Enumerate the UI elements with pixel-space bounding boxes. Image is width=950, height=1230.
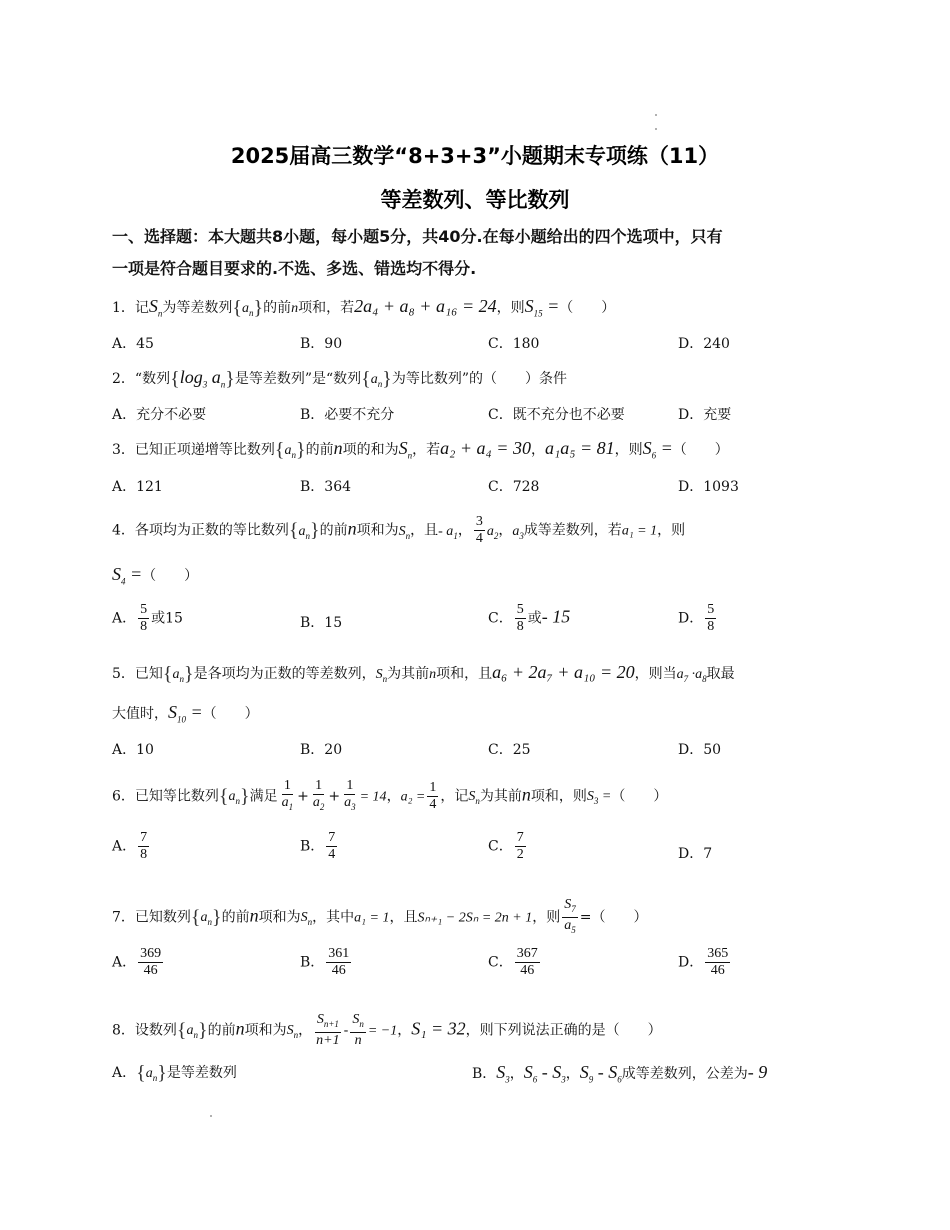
question-1: 1．记$S_n$为等差数列$\{a_n\}$的前n项和，若2a₄ + a₈ + a₁₆ = 24，则$S_{15}$ =（ ） <box>112 296 616 319</box>
q4-option-b[interactable]: B．15 <box>300 615 343 631</box>
q3-option-a[interactable]: A．121 <box>112 479 163 495</box>
q2-option-d[interactable]: D．充要 <box>678 407 732 423</box>
document-title: 2025届高三数学“8+3+3”小题期末专项练（11） <box>230 144 720 168</box>
question-2: 2．“数列{$\log_3$ $a_n$}是等差数列”是“数列$\{a_n\}$为等比数列”的（ ）条件 <box>112 367 568 390</box>
q5-option-d[interactable]: D．50 <box>678 742 722 758</box>
q6-option-b[interactable]: B． $\frac{7}{4}$ <box>300 830 336 862</box>
q1-option-a[interactable]: A．45 <box>112 336 154 352</box>
scan-dot <box>210 1115 212 1117</box>
q4-option-a[interactable]: A． $\frac{5}{8}$ 或15 <box>112 602 183 634</box>
fraction-3-4: $\frac{3}{4}$ <box>475 514 483 546</box>
document-subtitle: 等差数列、等比数列 <box>380 188 570 212</box>
q1-option-b[interactable]: B．90 <box>300 336 343 352</box>
q2-option-b[interactable]: B．必要不充分 <box>300 407 395 423</box>
question-3: 3．已知正项递增等比数列$\{a_n\}$的前n项的和为$S_n$，若a₂ + a₄ = 30，a₁a₅ = 81，则$S_6$ =（ ） <box>112 438 729 461</box>
question-7: 7．已知数列$\{a_n\}$的前n项和为$S_n$，其中a₁ = 1，且Sₙ₊₁ − 2Sₙ = 2n + 1，则 $\frac{S_7}{a_5}$ =（ ） <box>112 897 648 935</box>
scan-dot <box>655 114 657 116</box>
q3-option-b[interactable]: B．364 <box>300 479 352 495</box>
question-6: 6．已知等比数列$\{a_n\}$满足 $\frac{1}{a_1}$ + $\frac{1}{a_2}$ + $\frac{1}{a_3}$ = 14，a₂ = $\frac{1}{4}$ ，记$S_n$为其前n项和，则$S_3$ =（ ） <box>112 778 668 812</box>
q2-option-c[interactable]: C．既不充分也不必要 <box>488 407 625 423</box>
q6-option-c[interactable]: C． $\frac{7}{2}$ <box>488 830 524 862</box>
q8-option-b[interactable]: B．$S_3$，$S_6 - S_3$，$S_9 - S_6$成等差数列，公差为- 9 <box>472 1062 768 1085</box>
question-4-continued: $S_4$ =（ ） <box>112 564 199 587</box>
section-heading-line2: 一项是符合题目要求的.不选、多选、错选均不得分. <box>112 259 477 278</box>
q7-option-b[interactable]: B． $\frac{361}{46}$ <box>300 946 350 978</box>
q4-option-d[interactable]: D． $\frac{5}{8}$ <box>678 602 715 634</box>
q5-option-b[interactable]: B．20 <box>300 742 343 758</box>
section-heading-line1: 一、选择题：本大题共8小题，每小题5分，共40分.在每小题给出的四个选项中，只有 <box>112 227 723 246</box>
q3-option-d[interactable]: D．1093 <box>678 479 739 495</box>
q6-option-a[interactable]: A． $\frac{7}{8}$ <box>112 830 148 862</box>
q1-equation: 2a₄ + a₈ + a₁₆ = 24 <box>354 296 497 316</box>
q5-option-c[interactable]: C．25 <box>488 742 531 758</box>
q7-option-d[interactable]: D． $\frac{365}{46}$ <box>678 946 729 978</box>
question-5: 5．已知$\{a_n\}$是各项均为正数的等差数列，$S_n$为其前n项和，且a₆ + 2a₇ + a₁₀ = 20，则当$a_7 \cdot a_8$取最 <box>112 662 735 685</box>
q3-option-c[interactable]: C．728 <box>488 479 540 495</box>
q8-option-a[interactable]: A．$\{a_n\}$是等差数列 <box>112 1062 237 1084</box>
question-5-continued: 大值时，$S_{10}$ =（ ） <box>112 702 259 725</box>
question-8: 8．设数列$\{a_n\}$的前n项和为$S_n$， $\frac{S_{n+1}}{n+1}$ - $\frac{S_n}{n}$ = −1，S₁ = 32，则下列说法正确的是（ ） <box>112 1012 662 1048</box>
q1-option-c[interactable]: C．180 <box>488 336 540 352</box>
question-4: 4．各项均为正数的等比数列$\{a_n\}$的前n项和为$S_n$，且- $a_1$， $\frac{3}{4}$ $a_2$，$a_3$成等差数列，若a₁ = 1，则 <box>112 514 686 546</box>
q7-option-a[interactable]: A． $\frac{369}{46}$ <box>112 946 162 978</box>
q7-option-c[interactable]: C． $\frac{367}{46}$ <box>488 946 538 978</box>
q2-option-a[interactable]: A．充分不必要 <box>112 407 207 423</box>
q1-option-d[interactable]: D．240 <box>678 336 730 352</box>
q4-option-c[interactable]: C． $\frac{5}{8}$ 或- 15 <box>488 602 571 634</box>
q5-option-a[interactable]: A．10 <box>112 742 154 758</box>
q6-option-d[interactable]: D．7 <box>678 846 713 862</box>
scan-dot <box>655 128 657 130</box>
